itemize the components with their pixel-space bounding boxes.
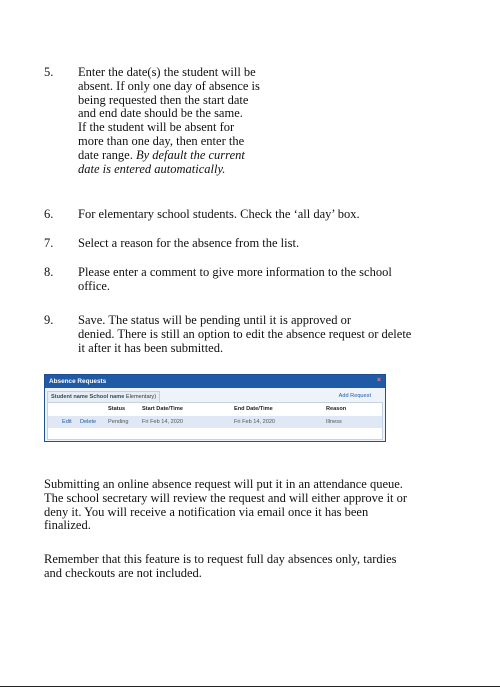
row-status: Pending <box>108 419 129 425</box>
paragraph-line: finalized. <box>44 518 91 533</box>
step-line: Select a reason for the absence from the list. <box>78 236 300 250</box>
paragraph-queue <box>44 478 464 533</box>
step-text <box>78 237 299 251</box>
paragraph-line: Remember that this feature is to request full day absences only, tardies <box>44 552 397 566</box>
paragraph-note <box>44 553 464 581</box>
step-number: 8. <box>44 265 54 279</box>
panel-toolbar <box>47 391 381 402</box>
header-reason: Reason <box>326 406 347 412</box>
delete-link[interactable]: Delete <box>80 419 97 425</box>
row-end: Fri Feb 14, 2020 <box>234 419 276 425</box>
step-number: 7. <box>44 236 54 250</box>
step-7 <box>44 237 464 251</box>
step-line <box>78 149 260 163</box>
table-row <box>48 416 382 428</box>
step-5 <box>44 66 464 192</box>
step-text <box>78 314 411 355</box>
panel-title: Absence Requests <box>49 378 107 385</box>
step-text <box>78 208 360 222</box>
step-line: Enter the date(s) the student will be <box>78 65 256 79</box>
step-line: If the student will be absent for <box>78 120 235 135</box>
step-line: it after it has been submitted. <box>78 340 224 355</box>
paragraph-line: Submitting an online absence request will put it in an attendance queue. <box>44 477 403 491</box>
step-6 <box>44 208 464 222</box>
step-number: 9. <box>44 313 54 327</box>
step-text <box>78 266 392 294</box>
paragraph-line: The school secretary will review the request and will either approve it or <box>44 490 408 505</box>
step-text <box>78 66 260 176</box>
step-line: For elementary school students. Check the ‘all day’ box. <box>78 207 360 221</box>
paragraph-line: and checkouts are not included. <box>44 565 202 580</box>
header-end: End Date/Time <box>234 406 273 412</box>
step-line: being requested then the start date <box>78 92 249 107</box>
step-line: Save. The status will be pending until it is approved or <box>78 313 351 327</box>
row-reason: Illness <box>326 419 342 425</box>
absence-table <box>47 402 383 440</box>
step-line: denied. There is still an option to edit the absence request or delete <box>78 326 412 341</box>
panel-title-bar <box>45 375 385 388</box>
step-line-plain: date range. <box>78 147 133 162</box>
step-line-italic: date is entered automatically. <box>78 161 226 176</box>
paragraph-line: deny it. You will receive a notification via email once it has been <box>44 504 369 519</box>
row-start: Fri Feb 14, 2020 <box>142 419 184 425</box>
student-tab-label: Student name School name <box>51 394 125 400</box>
student-tab-value: Elementary) <box>125 394 157 400</box>
step-line: Please enter a comment to give more information to the school <box>78 265 392 279</box>
header-status: Status <box>108 406 126 412</box>
step-line: absent. If only one day of absence is <box>78 78 260 93</box>
header-start: Start Date/Time <box>142 406 183 412</box>
add-request-link[interactable]: Add Request <box>338 393 371 399</box>
step-line: and end date should be the same. <box>78 106 243 121</box>
step-number: 6. <box>44 207 54 221</box>
step-line: more than one day, then enter the <box>78 133 245 148</box>
step-line: office. <box>78 278 111 293</box>
page-bottom-rule <box>0 686 500 687</box>
edit-link[interactable]: Edit <box>62 419 72 425</box>
step-line-italic: By default the current <box>135 147 245 162</box>
student-tab[interactable] <box>47 391 160 402</box>
table-header <box>48 403 382 415</box>
step-9 <box>44 314 464 356</box>
step-8 <box>44 266 464 294</box>
step-number: 5. <box>44 65 54 79</box>
close-icon[interactable]: × <box>376 377 381 384</box>
absence-requests-panel <box>44 374 386 442</box>
